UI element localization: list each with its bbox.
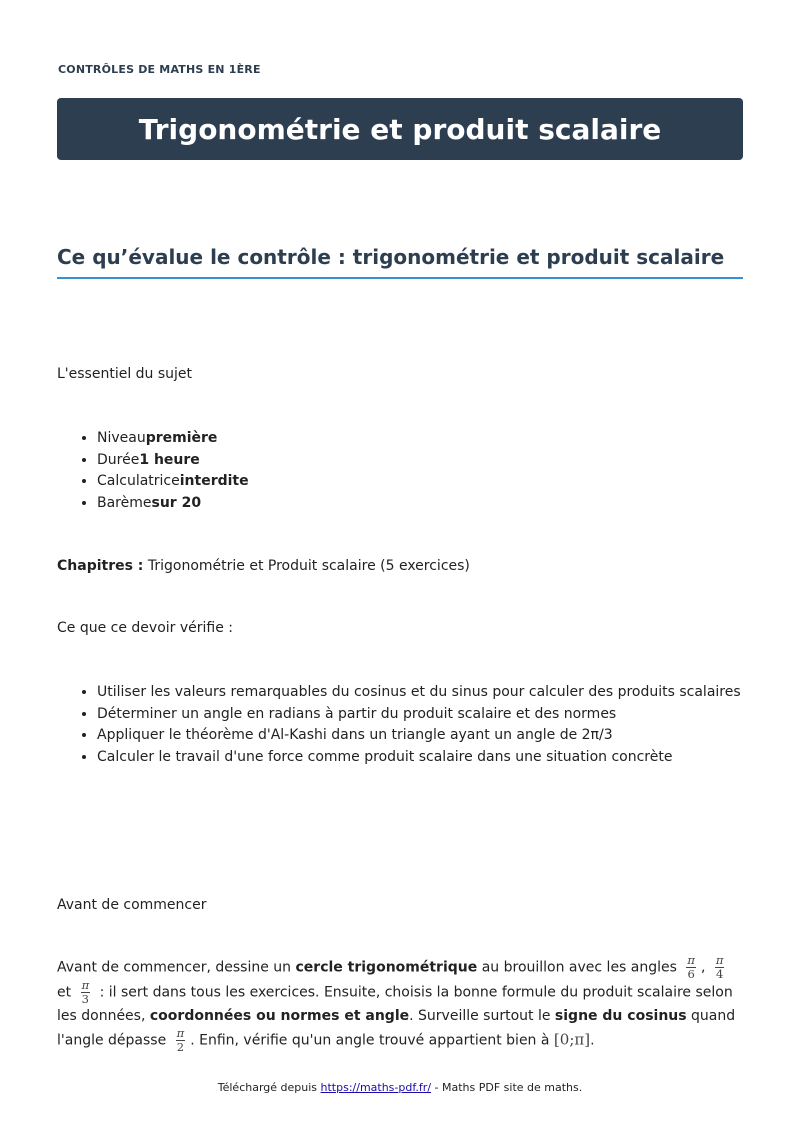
chapitres-text: Trigonométrie et Produit scalaire (5 exercices) [143, 558, 470, 574]
interval: [0;π] [553, 1030, 591, 1049]
footer: Téléchargé depuis https://maths-pdf.fr/ - Maths PDF site de maths. [217, 1081, 583, 1094]
page-kicker: CONTRÔLES DE MATHS EN 1ÈRE [58, 63, 261, 76]
page-title: Trigonométrie et produit scalaire [138, 112, 662, 146]
footer-link[interactable]: https://maths-pdf.fr/ [320, 1081, 432, 1094]
avant-heading: Avant de commencer [57, 897, 207, 913]
verifie-list [57, 682, 787, 768]
list-item: • Appliquer le théorème d'Al-Kashi dans un triangle ayant un angle de 2π/3 [97, 725, 787, 747]
list-item: • Barèmesur 20 [97, 493, 787, 515]
fraction: $\frac{\pi}{2}$ [176, 1026, 185, 1054]
list-item: • Utiliser les valeurs remarquables du cosinus et du sinus pour calculer des produits scalaires [97, 682, 787, 704]
fraction: $\frac{\pi}{3}$ [81, 978, 90, 1006]
chapitres-line [57, 558, 470, 574]
chapitres-label: Chapitres : [57, 558, 144, 574]
list-item: • Niveaupremière [97, 428, 787, 450]
essentiel-list [57, 428, 787, 514]
title-banner [57, 98, 743, 160]
fraction: $\frac{\pi}{6}$ [687, 953, 695, 981]
fraction: $\frac{\pi}{4}$ [715, 953, 724, 981]
list-item: • Déterminer un angle en radians à partir du produit scalaire et des normes [97, 704, 787, 726]
list-item: • Calculer le travail d'une force comme produit scalaire dans une situation concrète [97, 747, 787, 769]
avant-paragraph: Avant de commencer, dessine un cercle trigonométrique au brouillon avec les angles $\frac{\pi}{6}$ , $\frac{\pi}{4}$ et $\frac{\pi}{3}$ : il sert dans tous les exercices. Ensuite, choisis la bonne formule du produit scalaire selon les données, coordonnées ou normes et angle. Surveille surtout le signe du cosinus quand l'angle dépasse $\frac{\pi}{2}$ . Enfin, vérifie qu'un angle trouvé appartient bien à [0;π]. [57, 953, 736, 1054]
section-title: Ce qu’évalue le contrôle : trigonométrie et produit scalaire [57, 245, 743, 279]
list-item: • Durée1 heure [97, 450, 787, 472]
verifie-heading: Ce que ce devoir vérifie : [57, 620, 234, 636]
list-item: • Calculatriceinterdite [97, 471, 787, 493]
essentiel-heading: L'essentiel du sujet [57, 366, 193, 382]
